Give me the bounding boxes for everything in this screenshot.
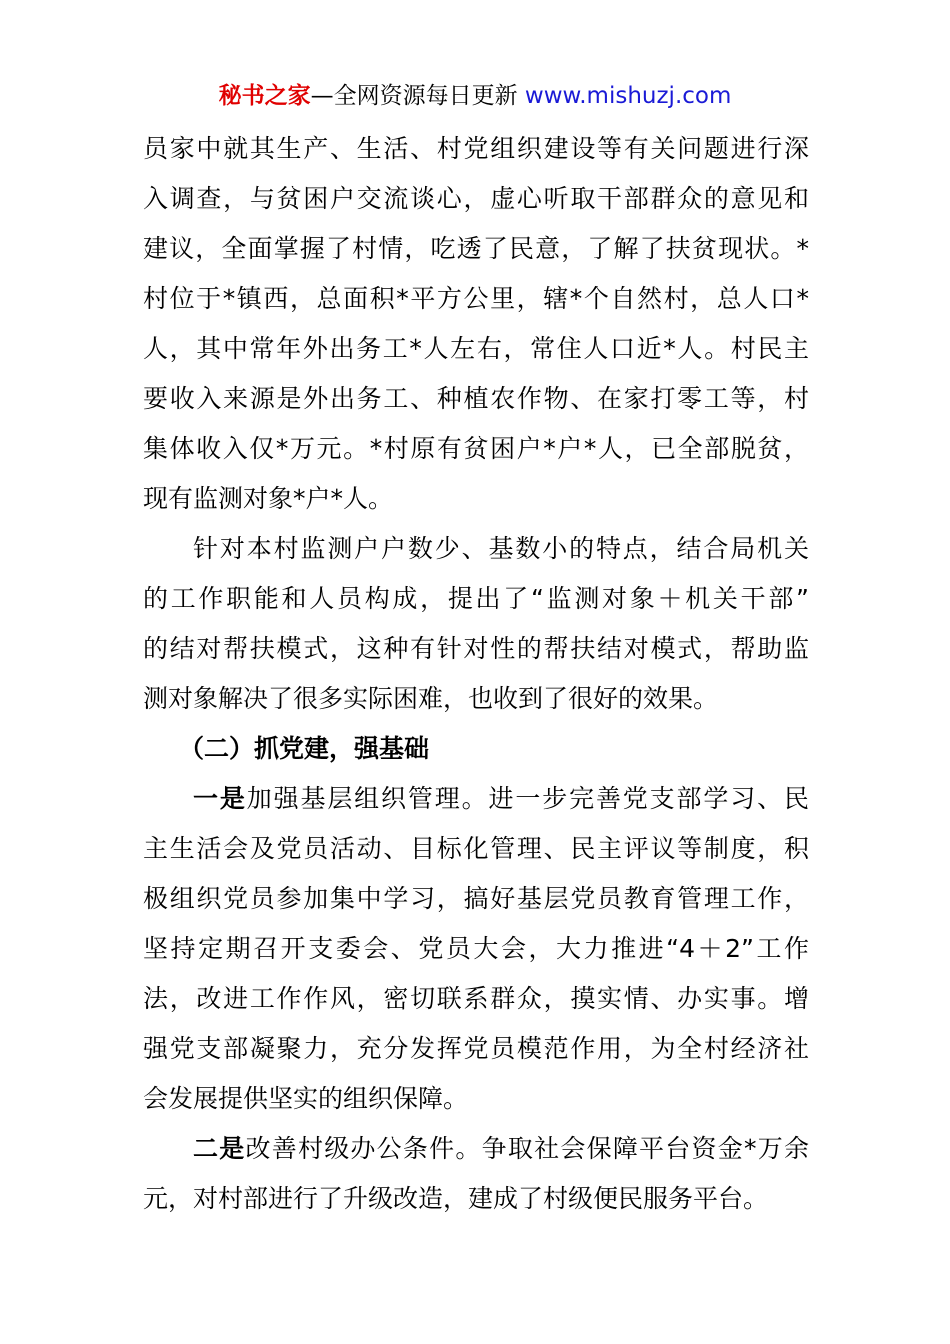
body-line: 员家中就其生产、生活、村党组织建设等有关问题进行深	[143, 134, 809, 163]
body-line: 元，对村部进行了升级改造，建成了村级便民服务平台。	[143, 1184, 769, 1213]
lead-label: 二是	[193, 1134, 246, 1163]
body-line-text: 加强基层组织管理。进一步完善党支部学习、民	[246, 784, 809, 813]
site-tagline: —全网资源每日更新	[310, 83, 525, 109]
body-line: 村位于*镇西，总面积*平方公里，辖*个自然村，总人口*	[143, 284, 809, 313]
body-line: 法，改进工作作风，密切联系群众，摸实情、办实事。增	[143, 984, 809, 1013]
body-line: 会发展提供坚实的组织保障。	[143, 1084, 469, 1113]
document-body	[143, 124, 809, 1224]
body-line-text: 改善村级办公条件。争取社会保障平台资金*万余	[245, 1134, 809, 1163]
body-line: 现有监测对象*户*人。	[143, 484, 394, 513]
body-line: 的结对帮扶模式，这种有针对性的帮扶结对模式，帮助监	[143, 634, 809, 663]
body-line: 极组织党员参加集中学习，搞好基层党员教育管理工作，	[143, 884, 809, 913]
site-header	[0, 80, 950, 112]
body-line: 人，其中常年外出务工*人左右，常住人口近*人。村民主	[143, 334, 809, 363]
body-line	[143, 1124, 809, 1174]
body-line: 主生活会及党员活动、目标化管理、民主评议等制度，积	[143, 834, 809, 863]
lead-label: 一是	[193, 784, 247, 813]
body-line	[143, 774, 809, 824]
body-line: 要收入来源是外出务工、种植农作物、在家打零工等，村	[143, 384, 809, 413]
body-line: 测对象解决了很多实际困难，也收到了很好的效果。	[143, 684, 719, 713]
site-url-link[interactable]: www.mishuzj.com	[524, 83, 732, 109]
body-line: 坚持定期召开支委会、党员大会，大力推进“4＋2”工作	[143, 934, 809, 963]
site-brand: 秘书之家	[218, 83, 311, 109]
section-heading: （二）抓党建，强基础	[179, 734, 430, 763]
body-line: 针对本村监测户户数少、基数小的特点，结合局机关	[193, 534, 809, 563]
body-line: 强党支部凝聚力，充分发挥党员模范作用，为全村经济社	[143, 1034, 809, 1063]
body-line: 的工作职能和人员构成，提出了“监测对象＋机关干部”	[143, 584, 809, 613]
body-line: 集体收入仅*万元。*村原有贫困户*户*人，已全部脱贫，	[143, 434, 809, 463]
body-line: 入调查，与贫困户交流谈心，虚心听取干部群众的意见和	[143, 184, 809, 213]
body-line: 建议，全面掌握了村情，吃透了民意，了解了扶贫现状。*	[143, 234, 809, 263]
